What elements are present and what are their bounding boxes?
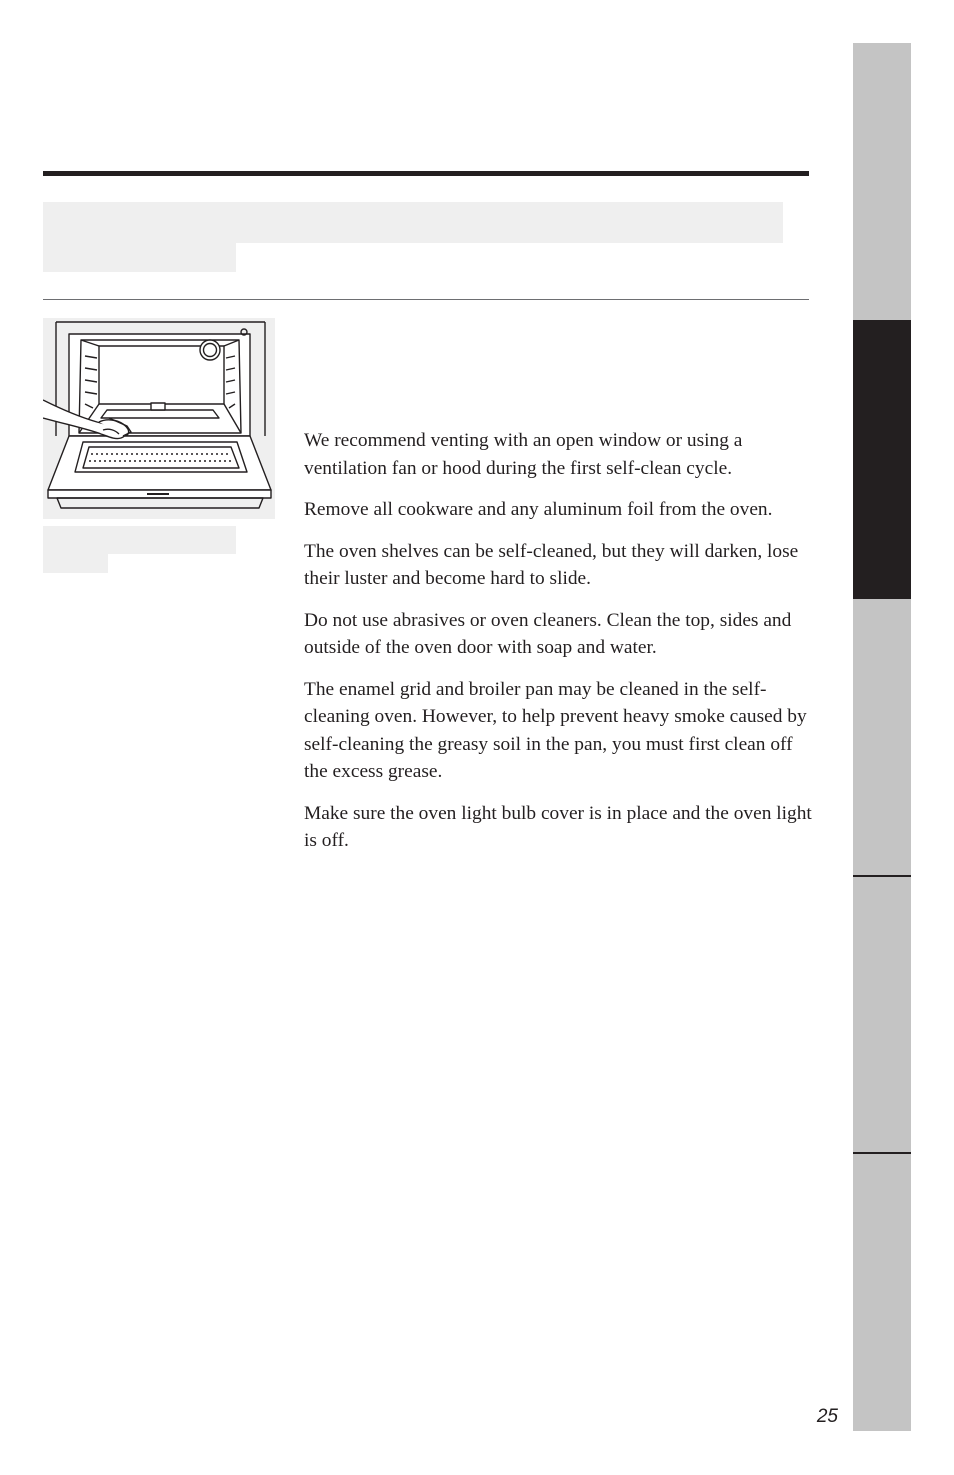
title-placeholder	[43, 202, 783, 243]
side-tab-divider	[853, 1152, 911, 1154]
section-side-tabs	[853, 43, 911, 1431]
paragraph-oven-shelves: The oven shelves can be self-cleaned, but they will darken, lose their luster and become hard to slide.	[304, 540, 799, 589]
oven-icon	[43, 318, 275, 519]
title-placeholder-continued	[43, 243, 236, 272]
caption-placeholder	[43, 526, 236, 554]
caption-placeholder-continued	[43, 554, 108, 573]
paragraph-broiler-pan: The enamel grid and broiler pan may be cleaned in the self-cleaning oven. However, to help prevent heavy smoke caused by self-cleaning the greasy soil in the pan, you must first clean off the excess grease.	[304, 678, 807, 782]
oven-interior-illustration	[43, 318, 275, 519]
paragraph-no-abrasives: Do not use abrasives or oven cleaners. Clean the top, sides and outside of the oven door with soap and water.	[304, 609, 792, 658]
section-rule	[43, 299, 809, 300]
top-rule	[43, 171, 809, 176]
paragraph-light-bulb: Make sure the oven light bulb cover is in place and the oven light is off.	[304, 802, 812, 851]
side-tab-divider	[853, 875, 911, 877]
paragraph-venting: We recommend venting with an open window or using a ventilation fan or hood during the first self-clean cycle.	[304, 430, 743, 479]
instructions-text	[304, 427, 816, 869]
side-tab-active	[853, 320, 911, 599]
paragraph-remove-cookware: Remove all cookware and any aluminum foil from the oven.	[304, 499, 773, 520]
page-number: 25	[816, 1406, 838, 1427]
